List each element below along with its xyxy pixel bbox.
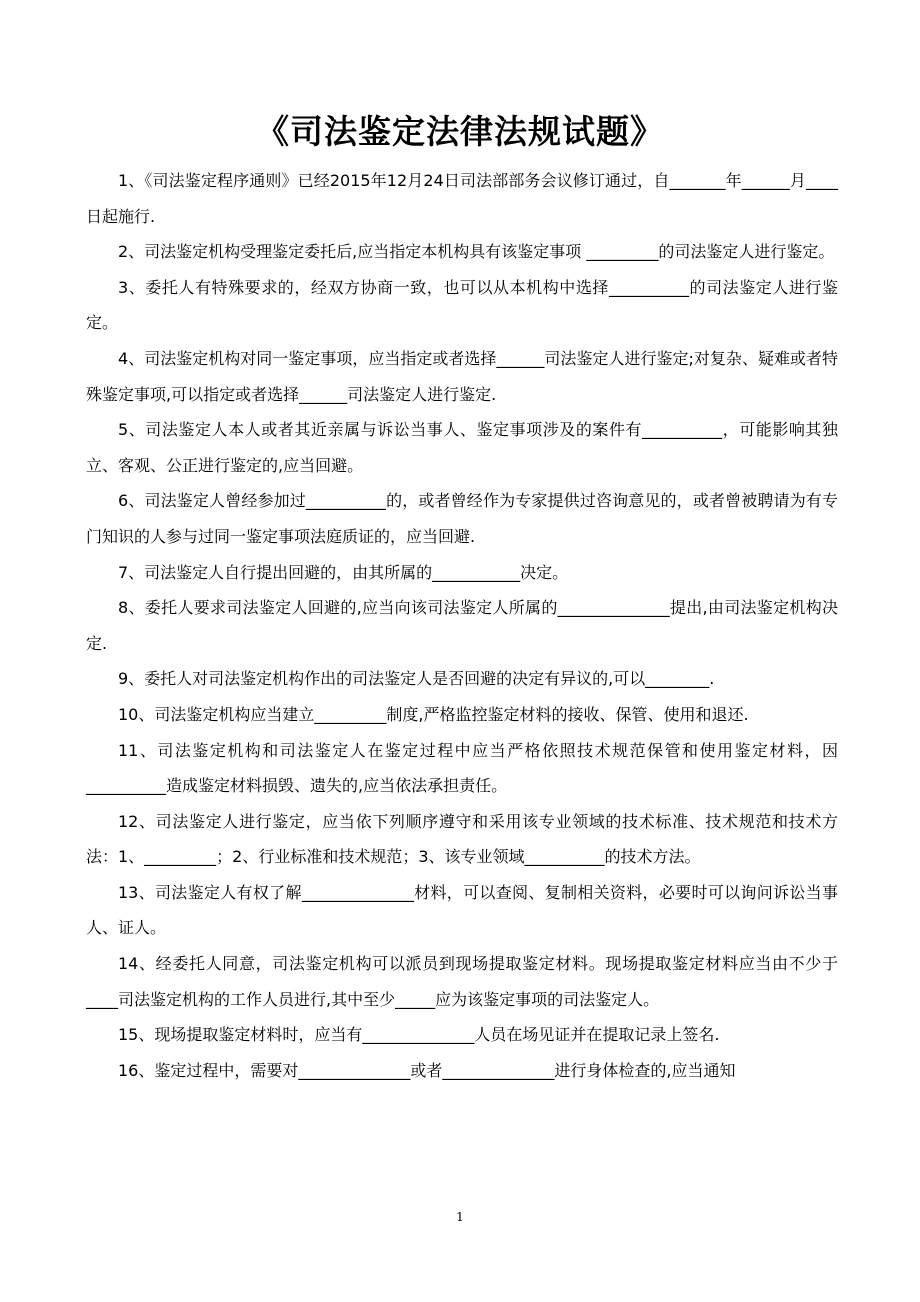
question-4: 4、司法鉴定机构对同一鉴定事项，应当指定或者选择______司法鉴定人进行鉴定;对复杂、疑难或者特殊鉴定事项,可以指定或者选择______司法鉴定人进行鉴定. (86, 348, 838, 404)
question-1: 1、《司法鉴定程序通则》已经2015年12月24日司法部部务会议修订通过，自_______年______月____日起施行. (86, 171, 838, 226)
question-11: 11、司法鉴定机构和司法鉴定人在鉴定过程中应当严格依照技术规范保管和使用鉴定材料，因__________造成鉴定材料损毁、遗失的,应当依法承担责任。 (86, 740, 838, 796)
question-2: 2、司法鉴定机构受理鉴定委托后,应当指定本机构具有该鉴定事项 _________的司法鉴定人进行鉴定。 (118, 242, 835, 262)
question-3: 3、委托人有特殊要求的，经双方协商一致，也可以从本机构中选择__________的司法鉴定人进行鉴定。 (86, 277, 838, 333)
question-8: 8、委托人要求司法鉴定人回避的,应当向该司法鉴定人所属的______________提出,由司法鉴定机构决定. (86, 598, 838, 653)
question-9: 9、委托人对司法鉴定机构作出的司法鉴定人是否回避的决定有异议的,可以________. (118, 669, 715, 689)
question-10: 10、司法鉴定机构应当建立_________制度,严格监控鉴定材料的接收、保管、使用和退还. (118, 704, 749, 724)
document-title: 《司法鉴定法律法规试题》 (256, 112, 664, 151)
question-6: 6、司法鉴定人曾经参加过__________的，或者曾经作为专家提供过咨询意见的，或者曾被聘请为有专门知识的人参与过同一鉴定事项法庭质证的，应当回避. (86, 491, 838, 546)
question-14: 14、经委托人同意，司法鉴定机构可以派员到现场提取鉴定材料。现场提取鉴定材料应当由不少于____司法鉴定机构的工作人员进行,其中至少_____应为该鉴定事项的司法鉴定人。 (86, 954, 838, 1009)
question-list (86, 163, 838, 1088)
question-12: 12、司法鉴定人进行鉴定，应当依下列顺序遵守和采用该专业领域的技术标准、技术规范和技术方法：1、_________；2、行业标准和技术规范；3、该专业领域__________的技术方法。 (86, 811, 838, 867)
page-number: 1 (456, 1210, 464, 1224)
question-13: 13、司法鉴定人有权了解______________材料，可以查阅、复制相关资料，必要时可以询问诉讼当事人、证人。 (86, 882, 838, 938)
question-15: 15、现场提取鉴定材料时，应当有______________人员在场见证并在提取记录上签名. (118, 1025, 720, 1045)
question-16: 16、鉴定过程中，需要对______________或者______________进行身体检查的,应当通知 (118, 1060, 736, 1080)
question-7: 7、司法鉴定人自行提出回避的，由其所属的___________决定。 (118, 562, 569, 582)
question-5: 5、司法鉴定人本人或者其近亲属与诉讼当事人、鉴定事项涉及的案件有__________，可能影响其独立、客观、公正进行鉴定的,应当回避。 (86, 420, 838, 475)
